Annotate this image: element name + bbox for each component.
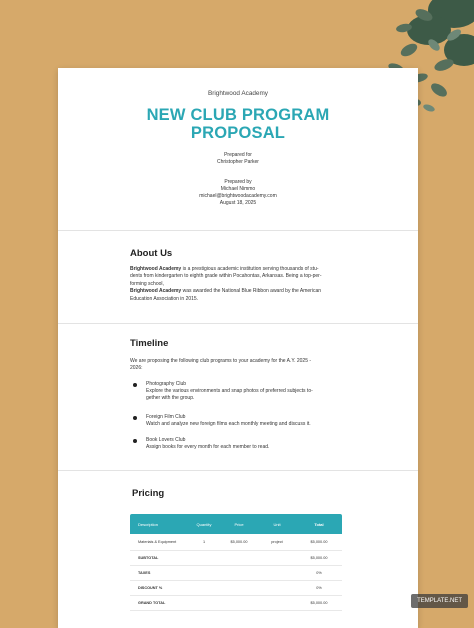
timeline-intro-line-2: 2026: xyxy=(130,365,143,372)
about-heading: About Us xyxy=(130,248,173,259)
org-name: Brightwood Academy xyxy=(207,90,269,97)
prepared-by-name: Michael Nimmo xyxy=(220,186,256,192)
club-description: Assign books for every month for each member to read. xyxy=(146,444,270,450)
pricing-table xyxy=(130,514,342,611)
summary-label: TAXES xyxy=(138,571,151,575)
club-description: Watch and analyze new foreign films each monthly meeting and discuss it. xyxy=(146,421,311,427)
summary-value: 0% xyxy=(316,571,322,575)
proposal-page xyxy=(58,68,418,628)
club-item xyxy=(146,414,356,428)
document-title xyxy=(58,106,418,142)
club-name: Foreign Film Club xyxy=(146,414,186,420)
cell-unit: project xyxy=(271,540,283,544)
title-line-1: NEW CLUB PROGRAM xyxy=(146,106,330,124)
club-item xyxy=(146,381,356,402)
summary-row xyxy=(130,596,342,611)
proposal-date: August 18, 2025 xyxy=(219,200,257,206)
column-header: Price xyxy=(234,521,244,527)
watermark-badge: TEMPLATE.NET xyxy=(411,594,468,608)
about-line-5: Education Association in 2015. xyxy=(130,295,199,302)
bullet-icon xyxy=(132,438,138,444)
club-description: gether with the group. xyxy=(146,395,195,401)
summary-value: $5,000.00 xyxy=(310,556,328,560)
bullet-icon xyxy=(132,415,138,421)
summary-label: GRAND TOTAL xyxy=(138,601,166,605)
about-name-1: Brightwood Academy xyxy=(130,266,182,272)
summary-label: DISCOUNT % xyxy=(138,586,163,590)
summary-row xyxy=(130,566,342,581)
summary-value: $5,000.00 xyxy=(310,601,328,605)
summary-value: 0% xyxy=(316,586,322,590)
cell-total: $5,000.00 xyxy=(310,540,328,544)
divider xyxy=(58,470,418,471)
club-name: Book Lovers Club xyxy=(146,437,186,443)
about-text-1: is a prestigious academic institution serving thousands of stu- xyxy=(181,266,319,272)
pricing-heading: Pricing xyxy=(132,488,165,499)
prepared-by-email: michael@brightwoodacademy.com xyxy=(199,193,277,199)
club-description: Explore the various environments and snap photos of preferred subjects to- xyxy=(146,388,313,394)
about-paragraph xyxy=(130,266,360,303)
divider xyxy=(58,323,418,324)
about-text-2: was awarded the National Blue Ribbon award by the American xyxy=(181,288,322,295)
timeline-heading: Timeline xyxy=(130,338,169,349)
prepared-by-block xyxy=(58,179,418,207)
prepared-for-label: Prepared for xyxy=(224,152,252,158)
prepared-by-label: Prepared by xyxy=(224,179,252,185)
column-header: Description xyxy=(138,521,159,527)
divider xyxy=(58,230,418,231)
timeline-intro-line-1: We are proposing the following club programs to your academy for the A.Y. 2025 - xyxy=(130,358,312,364)
summary-label: SUBTOTAL xyxy=(138,556,159,560)
about-line-2: dents from kindergarten to eighth grade within Pocahontas, Arkansas. Being a top-per- xyxy=(130,273,322,280)
bullet-icon xyxy=(132,382,138,388)
table-row xyxy=(130,534,342,551)
cell-description: Materials & Equipment xyxy=(138,540,177,544)
column-header: Total xyxy=(314,521,324,527)
summary-row xyxy=(130,581,342,596)
about-name-2: Brightwood Academy xyxy=(130,288,182,295)
timeline-intro xyxy=(130,358,360,373)
cell-quantity: 1 xyxy=(202,540,206,544)
about-line-3: forming school, xyxy=(130,280,164,287)
prepared-for-name: Christopher Parker xyxy=(217,159,259,165)
table-header xyxy=(130,514,342,534)
prepared-for-block xyxy=(58,152,418,166)
summary-row xyxy=(130,551,342,566)
column-header: Unit xyxy=(273,521,281,527)
column-header: Quantity xyxy=(196,521,212,527)
cell-price: $5,000.00 xyxy=(230,540,248,544)
title-line-2: PROPOSAL xyxy=(190,124,286,142)
club-item xyxy=(146,437,356,451)
club-name: Photography Club xyxy=(146,381,187,387)
